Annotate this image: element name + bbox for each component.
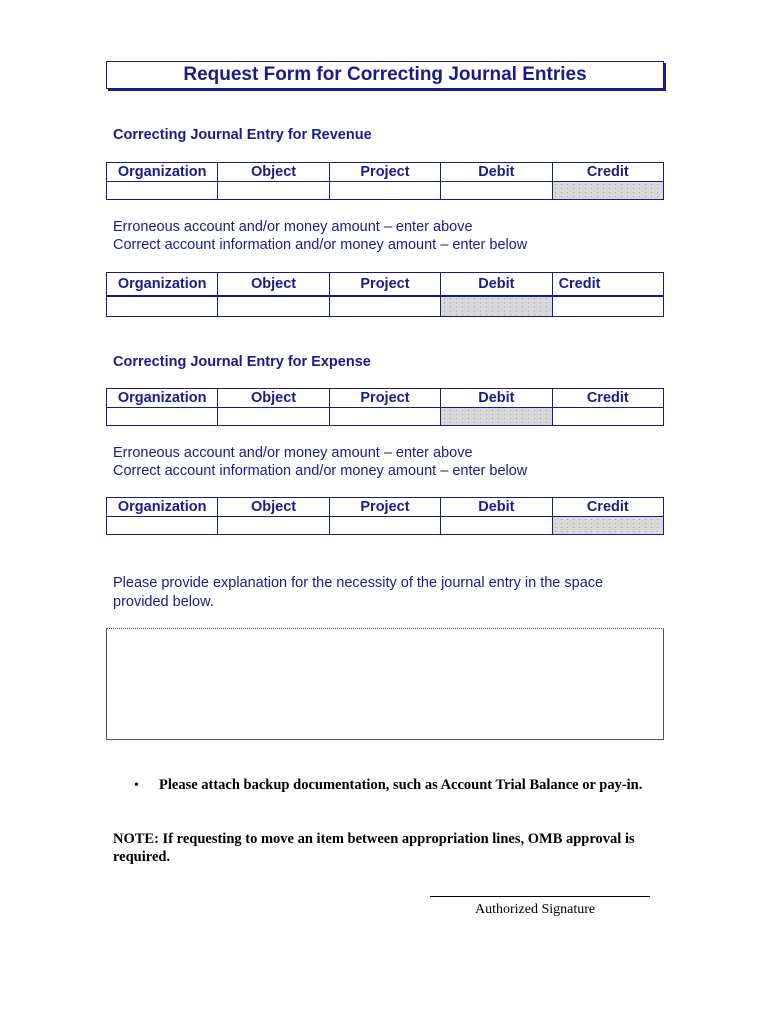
col-debit: Debit: [441, 389, 552, 408]
col-debit: Debit: [441, 498, 552, 517]
credit-field[interactable]: [552, 296, 663, 317]
debit-field[interactable]: [441, 182, 552, 200]
explanation-textarea[interactable]: [106, 628, 664, 740]
debit-field[interactable]: [441, 517, 552, 535]
erroneous-instruction: Erroneous account and/or money amount – enter above: [113, 219, 473, 235]
correct-instruction: Correct account information and/or money amount – enter below: [113, 463, 528, 479]
project-field[interactable]: [329, 517, 440, 535]
revenue-erroneous-table: [106, 162, 664, 200]
col-debit: Debit: [441, 273, 552, 297]
organization-field[interactable]: [107, 517, 218, 535]
organization-field[interactable]: [107, 408, 218, 426]
col-project: Project: [329, 163, 440, 182]
revenue-correct-table: [106, 272, 664, 317]
project-field[interactable]: [329, 296, 440, 317]
col-object: Object: [218, 389, 329, 408]
organization-field[interactable]: [107, 296, 218, 317]
expense-heading: Correcting Journal Entry for Expense: [113, 354, 371, 370]
bullet-icon: •: [134, 778, 139, 793]
col-object: Object: [218, 273, 329, 297]
col-organization: Organization: [107, 163, 218, 182]
organization-field[interactable]: [107, 182, 218, 200]
col-credit: Credit: [552, 389, 663, 408]
note-text: : If requesting to move an item between appropriation lines, OMB approval is required.: [113, 831, 635, 865]
signature-line[interactable]: [430, 896, 650, 897]
col-organization: Organization: [107, 498, 218, 517]
signature-label: Authorized Signature: [475, 902, 596, 917]
col-organization: Organization: [107, 389, 218, 408]
col-object: Object: [218, 163, 329, 182]
omb-approval-note: [113, 830, 673, 866]
debit-field-shaded: [441, 408, 552, 426]
col-credit: Credit: [552, 273, 663, 297]
expense-erroneous-table: [106, 388, 664, 426]
col-organization: Organization: [107, 273, 218, 297]
correct-instruction: Correct account information and/or money amount – enter below: [113, 237, 528, 253]
col-object: Object: [218, 498, 329, 517]
object-field[interactable]: [218, 182, 329, 200]
expense-correct-table: [106, 497, 664, 535]
backup-documentation-note: Please attach backup documentation, such as Account Trial Balance or pay-in.: [159, 777, 643, 793]
credit-field-shaded: [552, 182, 663, 200]
page-title: Request Form for Correcting Journal Entries: [183, 64, 587, 85]
col-debit: Debit: [441, 163, 552, 182]
project-field[interactable]: [329, 408, 440, 426]
project-field[interactable]: [329, 182, 440, 200]
note-label: NOTE: [113, 831, 155, 847]
object-field[interactable]: [218, 408, 329, 426]
object-field[interactable]: [218, 296, 329, 317]
col-project: Project: [329, 498, 440, 517]
explanation-prompt-line2: provided below.: [113, 594, 214, 610]
col-credit: Credit: [552, 163, 663, 182]
object-field[interactable]: [218, 517, 329, 535]
debit-field-shaded: [441, 296, 552, 317]
col-project: Project: [329, 389, 440, 408]
credit-field[interactable]: [552, 408, 663, 426]
erroneous-instruction: Erroneous account and/or money amount – enter above: [113, 445, 473, 461]
explanation-prompt-line1: Please provide explanation for the necessity of the journal entry in the space: [113, 575, 604, 591]
col-project: Project: [329, 273, 440, 297]
col-credit: Credit: [552, 498, 663, 517]
credit-field-shaded: [552, 517, 663, 535]
revenue-heading: Correcting Journal Entry for Revenue: [113, 127, 372, 143]
form-title-box: [106, 61, 664, 89]
